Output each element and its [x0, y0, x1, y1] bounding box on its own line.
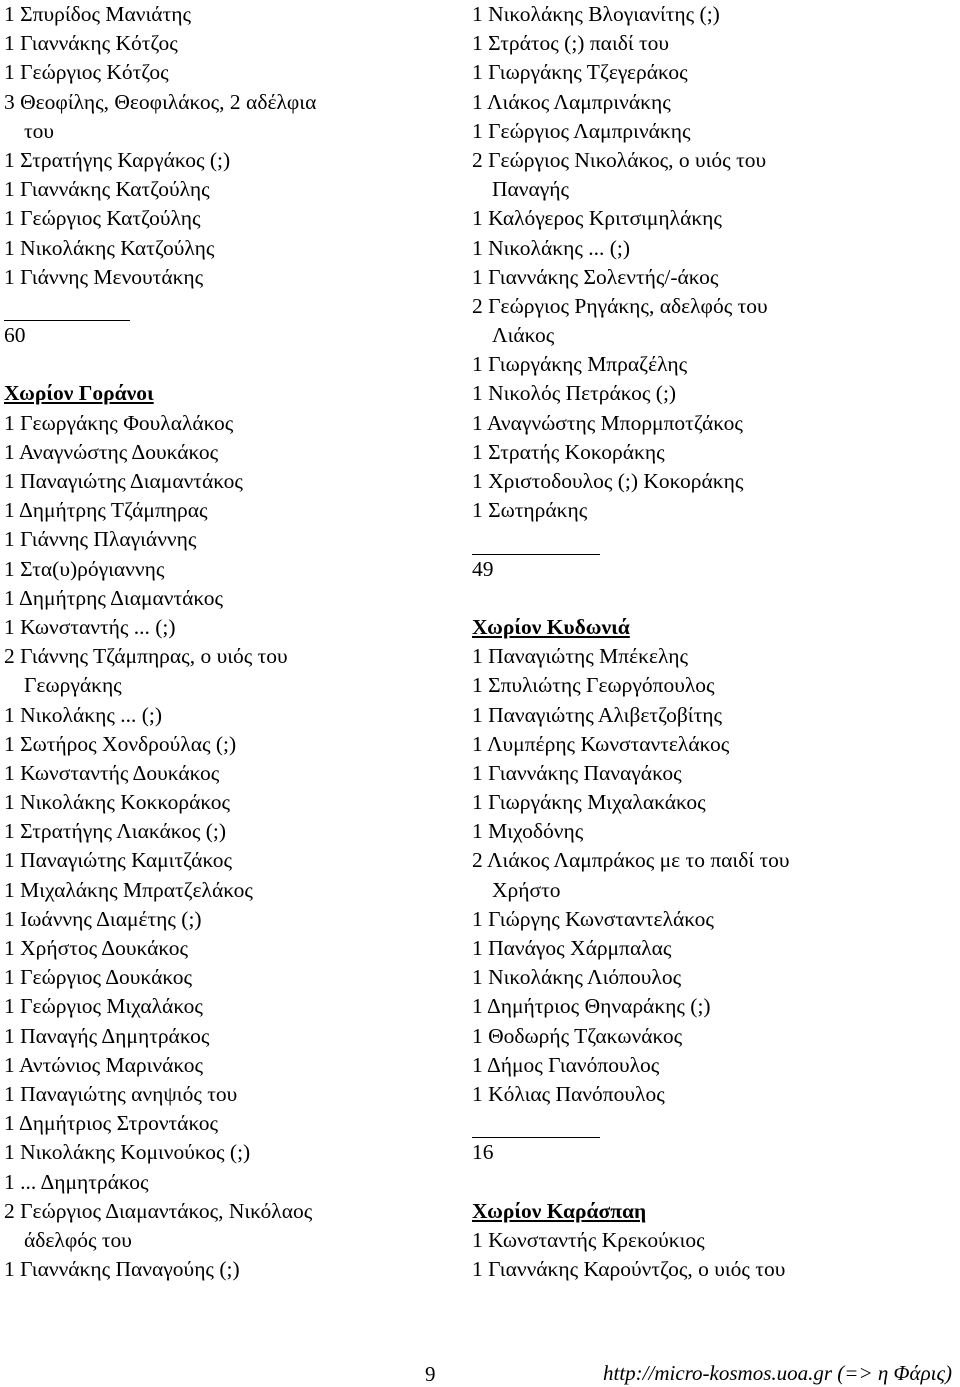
total-rule: [4, 292, 444, 321]
list-item: 1 Γιαννάκης Παναγάκος: [472, 760, 682, 785]
list-item: 1 Μιχαλάκης Μπρατζελάκος: [4, 877, 253, 902]
list-item: 1 Παναγιώτης Μπέκελης: [472, 644, 688, 669]
list-item: 1 Παναγιώτης Καμιτζάκος: [4, 848, 233, 873]
source-url[interactable]: http://micro-kosmos.uoa.gr (=> η Φάρις): [603, 1361, 952, 1385]
village-heading: Χωρίον Καράσπαη: [472, 1198, 647, 1223]
list-item-continuation: Παναγής: [492, 177, 570, 202]
list-item: 1 Κόλιας Πανόπουλος: [472, 1081, 665, 1106]
list-item: 1 Κωνσταντής Κρεκούκιος: [472, 1227, 705, 1252]
list-item: 1 Δημήτρης Διαμαντάκος: [4, 585, 224, 610]
spacer: [4, 350, 444, 379]
village-heading: Χωρίον Γοράνοι: [4, 381, 154, 406]
list-item: 2 Γιάννης Τζάμπηρας, ο υιός του: [4, 644, 288, 669]
list-item: 1 Ιωάννης Διαμέτης (;): [4, 906, 202, 931]
list-item: 1 Γιαννάκης Καρούντζος, ο υιός του: [472, 1257, 786, 1282]
list-item: 1 Παναγιώτης ανηψιός του: [4, 1081, 238, 1106]
list-item: 1 Αναγνώστης Δουκάκος: [4, 439, 219, 464]
list-item: 1 Νικολάκης ... (;): [472, 235, 630, 260]
list-item: 1 Σπυρίδος Μανιάτης: [4, 2, 191, 26]
list-item: 1 Θοδωρής Τζακωνάκος: [472, 1023, 683, 1048]
entry-list-karaspai: [472, 1226, 952, 1284]
list-item: 1 Λυμπέρης Κωνσταντελάκος: [472, 731, 730, 756]
list-item: 1 Παναγιώτης Αλιβετζοβίτης: [472, 702, 722, 727]
section-total: 49: [472, 556, 494, 581]
list-item: 1 Γεώργιος Λαμπρινάκης: [472, 118, 691, 143]
list-item: 1 Γιαννάκης Κατζούλης: [4, 177, 210, 202]
list-item: 1 Στράτος (;) παιδί του: [472, 31, 670, 56]
entry-list-top: [4, 0, 444, 292]
left-column: [4, 0, 444, 1284]
divider: [472, 554, 600, 555]
list-item: 1 Γιαννάκης Παναγούης (;): [4, 1257, 240, 1282]
list-item: 1 Πανάγος Χάρμπαλας: [472, 936, 672, 960]
list-item-continuation: Λιάκος: [492, 323, 555, 348]
list-item: 2 Γεώργιος Ρηγάκης, αδελφός του: [472, 293, 768, 318]
list-item: 1 Νικολός Πετράκος (;): [472, 381, 677, 406]
list-item: 1 Χρήστος Δουκάκος: [4, 936, 189, 960]
list-item: 1 Στα(υ)ρόγιαννης: [4, 556, 165, 581]
list-item: 1 Μιχοδόνης: [472, 819, 584, 844]
list-item: 1 Σωτηράκης: [472, 498, 588, 523]
list-item: 1 Γιωργάκης Μιχαλακάκος: [472, 790, 706, 815]
list-item: 1 Κωνσταντής Δουκάκος: [4, 760, 220, 785]
list-item: 1 Νικολάκης Λιόπουλος: [472, 965, 682, 990]
spacer: [472, 584, 952, 613]
list-item: 1 Νικολάκης Κομινούκος (;): [4, 1140, 251, 1165]
list-item: 1 Γιάννης Πλαγιάννης: [4, 527, 197, 552]
list-item: 1 Κωνσταντής ... (;): [4, 614, 176, 639]
list-item: 1 Λιάκος Λαμπρινάκης: [472, 89, 671, 114]
list-item-continuation: Γεωργάκης: [24, 673, 122, 698]
list-item: 1 Νικολάκης Βλογιανίτης (;): [472, 2, 720, 26]
divider: [472, 1137, 600, 1138]
list-item: 1 Γιάννης Μενουτάκης: [4, 264, 204, 289]
list-item: 1 Γιώργης Κωνσταντελάκος: [472, 906, 714, 931]
list-item-continuation: άδελφός του: [24, 1227, 132, 1252]
list-item: 1 Χριστοδουλος (;) Κοκοράκης: [472, 469, 744, 493]
list-item: 1 Σπυλιώτης Γεωργόπουλος: [472, 673, 715, 698]
list-item: 1 Δημήτριος Στροντάκος: [4, 1111, 219, 1136]
total-rule: [472, 1109, 952, 1138]
list-item: 1 Στρατήγης Καργάκος (;): [4, 147, 231, 172]
entry-list-continued: [472, 0, 952, 525]
spacer: [472, 1168, 952, 1197]
list-item-continuation: Χρήστο: [492, 877, 561, 902]
list-item: 1 Γεώργιος Κότζος: [4, 60, 169, 85]
right-column: [472, 0, 952, 1284]
list-item: 1 Δήμος Γιανόπουλος: [472, 1052, 660, 1077]
list-item: 1 Στρατήγης Λιακάκος (;): [4, 819, 227, 844]
list-item: 1 Γεωργάκης Φουλαλάκος: [4, 410, 234, 435]
list-item: 1 ... Δημητράκος: [4, 1169, 149, 1194]
list-item: 1 Γεώργιος Μιχαλάκος: [4, 994, 203, 1019]
page-number: 9: [425, 1362, 436, 1386]
list-item: 1 Καλόγερος Κριτσιμηλάκης: [472, 206, 722, 231]
section-total: 60: [4, 323, 26, 348]
entry-list-goranoi: [4, 409, 444, 1285]
list-item: 1 Στρατής Κοκοράκης: [472, 439, 665, 464]
list-item-continuation: του: [24, 118, 55, 143]
total-rule: [472, 525, 952, 554]
list-item: 3 Θεοφίλης, Θεοφιλάκος, 2 αδέλφια: [4, 89, 317, 114]
list-item: 1 Νικολάκης Κατζούλης: [4, 235, 215, 260]
list-item: 1 Αντώνιος Μαρινάκος: [4, 1052, 204, 1077]
list-item: 1 Νικολάκης Κοκκοράκος: [4, 790, 231, 815]
divider: [4, 320, 130, 321]
list-item: 2 Γεώργιος Διαμαντάκος, Νικόλαος: [4, 1198, 313, 1223]
list-item: 1 Γιωργάκης Τζεγεράκος: [472, 60, 688, 85]
list-item: 1 Δημήτρης Τζάμπηρας: [4, 498, 208, 523]
list-item: 1 Σωτήρος Χονδρούλας (;): [4, 731, 237, 756]
list-item: 1 Γιαννάκης Κότζος: [4, 31, 178, 56]
list-item: 2 Γεώργιος Νικολάκος, ο υιός του: [472, 147, 767, 172]
list-item: 1 Παναγιώτης Διαμαντάκος: [4, 469, 243, 493]
list-item: 1 Παναγής Δημητράκος: [4, 1023, 210, 1048]
village-heading: Χωρίον Κυδωνιά: [472, 614, 630, 639]
list-item: 1 Γεώργιος Δουκάκος: [4, 965, 192, 990]
list-item: 1 Γεώργιος Κατζούλης: [4, 206, 201, 231]
list-item: 1 Γιωργάκης Μπραζέλης: [472, 352, 688, 377]
list-item: 1 Νικολάκης ... (;): [4, 702, 162, 727]
list-item: 1 Γιαννάκης Σολεντής/-άκος: [472, 264, 719, 289]
list-item: 2 Λιάκος Λαμπράκος με το παιδί του: [472, 848, 790, 873]
section-total: 16: [472, 1140, 494, 1165]
list-item: 1 Αναγνώστης Μπορμποτζάκος: [472, 410, 743, 435]
list-item: 1 Δημήτριος Θηναράκης (;): [472, 994, 711, 1019]
entry-list-kydonia: [472, 642, 952, 1109]
